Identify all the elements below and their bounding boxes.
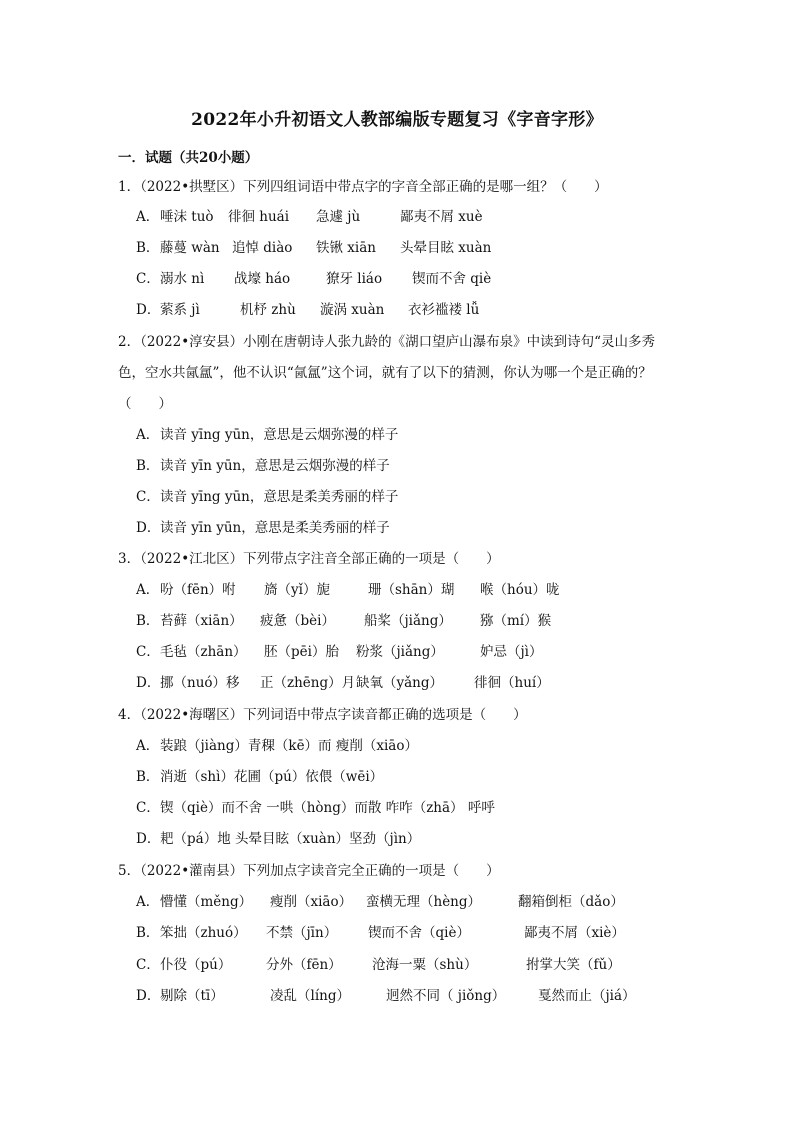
option-item: 凌乱（líng） [270,988,350,1004]
option-label: D． [136,520,161,536]
option-item: 拊掌大笑（fǔ） [526,957,621,973]
option-item: 藤蔓 wàn [160,240,220,256]
option-item: 挪（nuó）移 [160,675,240,691]
option-label: C． [136,271,160,287]
option-item: 疲惫（bèi） [260,613,335,629]
option-label: B． [136,613,160,629]
option-item: 迥然不同（ jiǒng） [386,988,506,1004]
option-item: 追悼 diào [232,240,293,256]
option-item: 懵懂（měng） [160,894,253,910]
option-item: 机杼 zhù [240,302,296,318]
option-item: 分外（fēn） [266,957,342,973]
option-item: 徘徊（huí） [474,675,550,691]
option-item: 船桨（jiǎng） [364,613,452,629]
option-item: 漩涡 xuàn [320,302,385,318]
option-item: 溺水 nì [160,271,205,287]
option-item: 徘徊 huái [228,209,290,225]
option-label: B． [136,925,160,941]
option-item: 珊（shān）瑚 [368,582,455,598]
option-item: 笨拙（zhuó） [160,925,247,941]
option-label: C． [136,800,160,816]
option-item: 装踉（jiàng）青稞（kē）而 瘦削（xiāo） [160,738,418,754]
option-item: 读音 yīn yūn，意思是云烟弥漫的样子 [160,458,390,474]
option-item: 喉（hóu）咙 [480,582,560,598]
option-item: 读音 yīn yūn，意思是柔美秀丽的样子 [160,520,390,536]
option-item: 读音 yīng yūn，意思是云烟弥漫的样子 [160,427,399,443]
option-item: 唾沫 tuò [160,209,214,225]
option-item: 耙（pá）地 头晕目眩（xuàn）坚劲（jìn） [160,831,421,847]
option-item: 毛毡（zhān） [160,644,247,660]
option-item: 急遽 jù [316,209,361,225]
option-item: 战壕 háo [234,271,291,287]
option-item: 蛮横无理（hèng） [366,894,482,910]
option-item: 胚（pēi）胎 [264,644,339,660]
option-item: 鄙夷不屑 xuè [400,209,483,225]
option-item: 消逝（shì）花圃（pú）依偎（wēi） [160,769,384,785]
option-label: D． [136,675,161,691]
option-label: C． [136,489,160,505]
question-1-stem: 1．（2022•拱墅区）下列四组词语中带点字的字音全部正确的是哪一组？（ ） [118,179,608,195]
section-header: 一．试题（共20小题） [118,150,259,166]
option-label: D． [136,302,161,318]
option-item: 苔藓（xiān） [160,613,243,629]
option-item: 萦系 jì [160,302,200,318]
question-3-stem: 3．（2022•江北区）下列带点字注音全部正确的一项是（ ） [118,551,500,567]
option-label: D． [136,831,161,847]
option-label: B． [136,458,160,474]
option-item: 猕（mí）猴 [480,613,552,629]
option-item: 正（zhēng）月 [260,675,356,691]
option-label: B． [136,769,160,785]
option-label: A． [136,738,160,754]
option-item: 旖（yǐ）旎 [264,582,330,598]
option-item: 鄙夷不屑（xiè） [524,925,625,941]
option-item: 瘦削（xiāo） [270,894,353,910]
option-item: 妒忌（jì） [480,644,543,660]
option-item: 粉浆（jiǎng） [356,644,444,660]
option-label: C． [136,957,160,973]
page-title: 2022年小升初语文人教部编版专题复习《字音字形》 [191,110,603,130]
question-5-stem: 5．（2022•灌南县）下列加点字读音完全正确的一项是（ ） [118,863,500,879]
option-label: B． [136,240,160,256]
option-item: 沧海一粟（shù） [372,957,478,973]
option-item: 剔除（tī） [160,988,224,1004]
option-item: 仆役（pú） [160,957,232,973]
question-2-stem: 2．（2022•淳安县）小刚在唐朝诗人张九龄的《湖口望庐山瀑布泉》中读到诗句“灵山多秀色，空水共氤氲”，他不认识“氤氲”这个词，就有了以下的猜测，你认为哪一个是正确的？（ ） [118,334,656,412]
option-item: 不禁（jīn） [266,925,338,941]
option-item: 衣衫褴褛 lǚ [408,302,480,318]
option-item: 锲而不舍 qiè [412,271,492,287]
option-item: 锲而不舍（qiè） [368,925,470,941]
question-4-stem: 4．（2022•海曙区）下列词语中带点字读音都正确的选项是（ ） [118,707,527,723]
option-label: D． [136,988,161,1004]
option-item: 戛然而止（jiá） [538,988,636,1004]
option-item: 翻箱倒柜（dǎo） [518,894,624,910]
option-item: 獠牙 liáo [326,271,383,287]
option-item: 锲（qiè）而不舍 一哄（hòng）而散 咋咋（zhā） 呼呼 [160,800,495,816]
option-item: 缺氧（yǎng） [356,675,444,691]
option-item: 头晕目眩 xuàn [400,240,492,256]
option-label: A． [136,209,160,225]
option-label: A． [136,427,160,443]
option-label: A． [136,582,160,598]
option-label: C． [136,644,160,660]
option-label: A． [136,894,160,910]
option-item: 读音 yīng yūn，意思是柔美秀丽的样子 [160,489,399,505]
option-item: 铁锹 xiān [316,240,376,256]
option-item: 吩（fēn）咐 [160,582,236,598]
